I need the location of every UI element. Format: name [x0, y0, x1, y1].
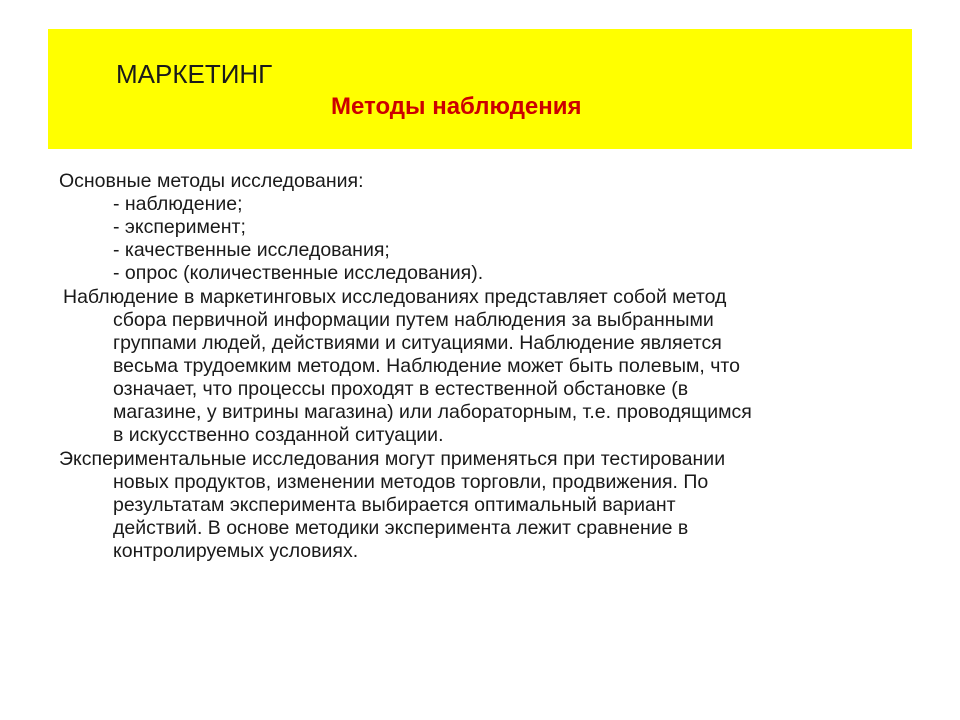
- observation-paragraph-line: весьма трудоемким методом. Наблюдение может быть полевым, что: [113, 355, 740, 377]
- experiment-paragraph-line: новых продуктов, изменении методов торговли, продвижения. По: [113, 471, 709, 493]
- intro-line: Основные методы исследования:: [59, 170, 364, 192]
- observation-paragraph-line: Наблюдение в маркетинговых исследованиях представляет собой метод: [63, 286, 727, 308]
- method-item: - качественные исследования;: [113, 239, 390, 261]
- observation-paragraph-line: в искусственно созданной ситуации.: [113, 424, 444, 446]
- observation-paragraph-line: магазине, у витрины магазина) или лабораторным, т.е. проводящимся: [113, 401, 752, 423]
- slide-title: МАРКЕТИНГ: [116, 59, 273, 89]
- experiment-paragraph-line: контролируемых условиях.: [113, 540, 359, 562]
- experiment-paragraph-line: действий. В основе методики эксперимента лежит сравнение в: [113, 517, 689, 539]
- method-item: - опрос (количественные исследования).: [113, 262, 484, 284]
- method-item: - наблюдение;: [113, 193, 243, 215]
- header-band: [48, 29, 912, 149]
- experiment-paragraph-line: Экспериментальные исследования могут применяться при тестировании: [59, 448, 726, 470]
- observation-paragraph-line: означает, что процессы проходят в естественной обстановке (в: [113, 378, 689, 400]
- experiment-paragraph-line: результатам эксперимента выбирается оптимальный вариант: [113, 494, 676, 516]
- observation-paragraph-line: группами людей, действиями и ситуациями. Наблюдение является: [113, 332, 722, 354]
- method-item: - эксперимент;: [113, 216, 246, 238]
- slide-subtitle: Методы наблюдения: [331, 93, 582, 120]
- observation-paragraph-line: сбора первичной информации путем наблюдения за выбранными: [113, 309, 714, 331]
